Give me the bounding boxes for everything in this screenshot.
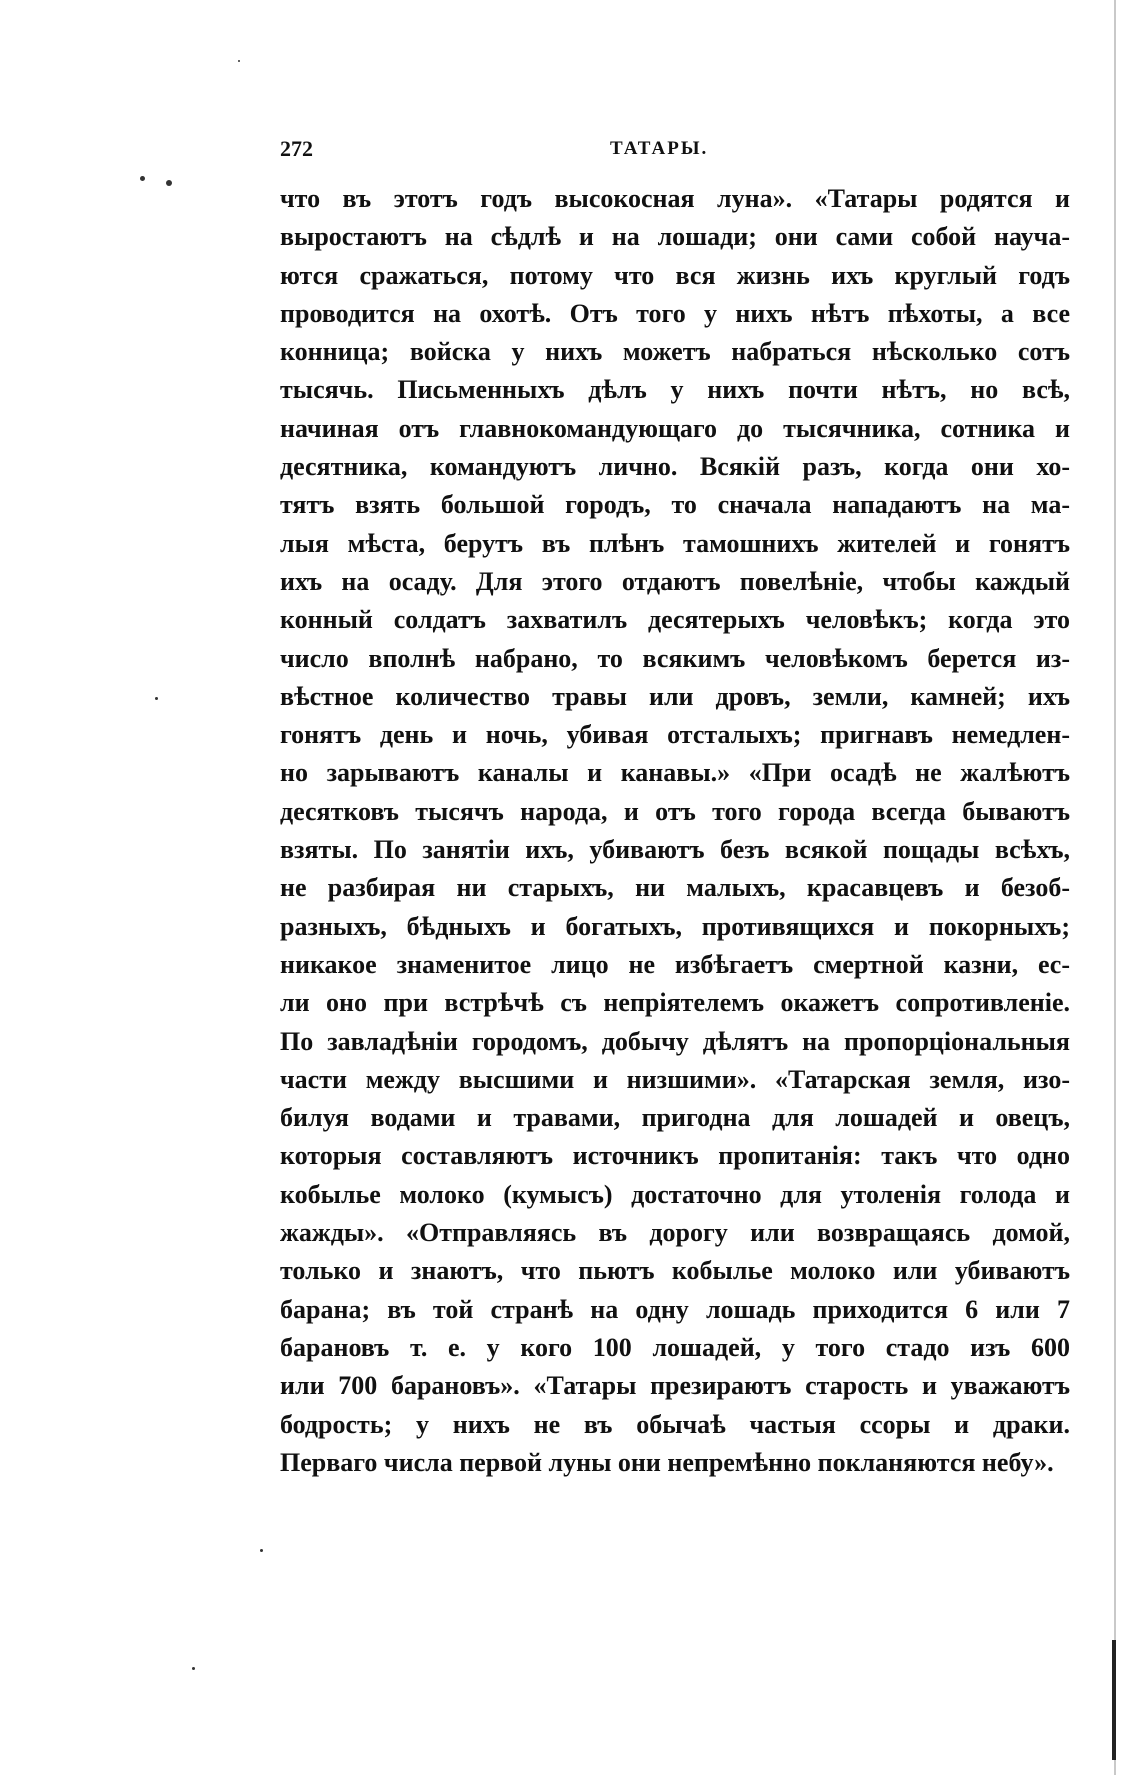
running-title: ТАТАРЫ. bbox=[610, 138, 709, 159]
text-line: кобылье молоко (кумысъ) достаточно для утоленія голода и bbox=[280, 1179, 1070, 1209]
text-line: лыя мѣста, берутъ въ плѣнъ тамошнихъ жителей и гонятъ bbox=[280, 528, 1070, 558]
text-line: жажды». «Отправляясь въ дорогу или возвращаясь домой, bbox=[280, 1218, 1070, 1248]
scan-speck bbox=[238, 60, 240, 62]
text-line: барановъ т. е. у кого 100 лошадей, у того стадо изъ 600 bbox=[280, 1332, 1070, 1362]
text-line: не разбирая ни старыхъ, ни малыхъ, красавцевъ и безоб- bbox=[280, 873, 1070, 903]
text-line: Перваго числа первой луны они непремѣнно покланяются небу». bbox=[280, 1447, 1054, 1477]
scan-speck bbox=[155, 697, 158, 700]
text-line: которыя составляютъ источникъ пропитанія: такъ что одно bbox=[280, 1141, 1070, 1171]
scan-speck bbox=[166, 180, 172, 186]
scan-speck bbox=[192, 1667, 195, 1670]
text-line: начиная отъ главнокомандующаго до тысячника, сотника и bbox=[280, 413, 1070, 443]
text-line: гонятъ день и ночь, убивая отсталыхъ; пригнавъ немедлен- bbox=[280, 720, 1070, 750]
text-line: вѣстное количество травы или дровъ, земли, камней; ихъ bbox=[280, 681, 1070, 711]
scan-speck bbox=[260, 1549, 263, 1552]
scan-speck bbox=[140, 176, 145, 181]
text-line: конница; войска у нихъ можетъ набраться нѣсколько сотъ bbox=[280, 337, 1070, 367]
text-line: взяты. По занятіи ихъ, убиваютъ безъ всякой пощады всѣхъ, bbox=[280, 835, 1070, 865]
page-edge-mark bbox=[1112, 1640, 1116, 1760]
text-line: никакое знаменитое лицо не избѣгаетъ смертной казни, ес- bbox=[280, 949, 1070, 979]
text-line: выростаютъ на сѣдлѣ и на лошади; они сами собой научa- bbox=[280, 222, 1070, 252]
text-line: ихъ на осаду. Для этого отдаютъ повелѣніе, чтобы каждый bbox=[280, 566, 1070, 596]
text-line: тятъ взять большой городъ, то сначала нападаютъ на ма- bbox=[280, 490, 1070, 520]
text-line: бодрость; у нихъ не въ обычаѣ частыя ссоры и драки. bbox=[280, 1409, 1070, 1439]
text-line: ются сражаться, потому что вся жизнь ихъ круглый годъ bbox=[280, 260, 1070, 290]
page-edge-shadow bbox=[1114, 0, 1116, 1775]
text-line: тысячь. Письменныхъ дѣлъ у нихъ почти нѣтъ, но всѣ, bbox=[280, 375, 1070, 405]
text-line: число вполнѣ набрано, то всякимъ человѣкомъ берется из- bbox=[280, 643, 1070, 673]
body-text bbox=[280, 180, 1070, 1482]
text-line: ли оно при встрѣчѣ съ непріятелемъ окажетъ сопротивленіе. bbox=[280, 988, 1070, 1018]
text-line: части между высшими и низшими». «Татарская земля, изо- bbox=[280, 1064, 1070, 1094]
text-line: десятковъ тысячъ народа, и отъ того города всегда бываютъ bbox=[280, 796, 1070, 826]
page-header bbox=[280, 136, 742, 166]
text-line: проводится на охотѣ. Отъ того у нихъ нѣтъ пѣхоты, а все bbox=[280, 298, 1070, 328]
text-line: или 700 барановъ». «Татары презираютъ старость и уважаютъ bbox=[280, 1371, 1070, 1401]
text-line: разныхъ, бѣдныхъ и богатыхъ, противящихся и покорныхъ; bbox=[280, 911, 1070, 941]
text-line: что въ этотъ годъ высокосная луна». «Татары родятся и bbox=[280, 184, 1070, 213]
text-line: только и знаютъ, что пьютъ кобылье молоко или убиваютъ bbox=[280, 1256, 1070, 1286]
text-line: По завладѣніи городомъ, добычу дѣлятъ на пропорціональныя bbox=[280, 1026, 1070, 1056]
text-line: но зарываютъ каналы и канавы.» «При осадѣ не жалѣютъ bbox=[280, 758, 1070, 788]
page-number: 272 bbox=[280, 136, 313, 161]
text-line: конный солдатъ захватилъ десятерыхъ человѣкъ; когда это bbox=[280, 605, 1070, 635]
text-line: десятника, командуютъ лично. Всякій разъ, когда они хо- bbox=[280, 452, 1070, 482]
text-line: барана; въ той странѣ на одну лошадь приходится 6 или 7 bbox=[280, 1294, 1070, 1324]
text-line: билуя водами и травами, пригодна для лошадей и овецъ, bbox=[280, 1103, 1070, 1133]
